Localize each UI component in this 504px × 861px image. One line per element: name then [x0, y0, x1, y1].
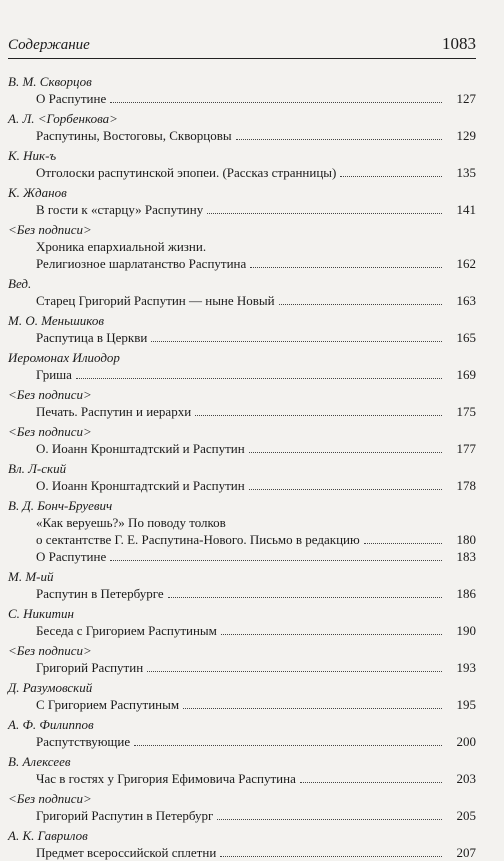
toc-page-number: 175	[456, 404, 476, 419]
toc-author: К. Ник-ъ	[8, 148, 57, 163]
header-rule	[8, 58, 476, 59]
toc-title: О. Иоанн Кронштадтский и Распутин	[36, 478, 245, 493]
toc-page-number: 178	[456, 478, 476, 493]
toc-page-number: 193	[456, 660, 476, 675]
toc-title: О. Иоанн Кронштадтский и Распутин	[36, 441, 245, 456]
toc-title: Отголоски распутинской эпопеи. (Рассказ странницы)	[36, 165, 337, 180]
toc-author: <Без подписи>	[8, 643, 92, 658]
toc-page-number: 186	[456, 586, 476, 601]
toc-page-number: 127	[456, 91, 476, 106]
toc-entry	[8, 349, 476, 383]
toc-author: А. К. Гаврилов	[8, 828, 88, 843]
toc-author: В. Алексеев	[8, 754, 71, 769]
toc-line[interactable]	[8, 477, 476, 494]
toc-page-number: 180	[456, 532, 476, 547]
toc-author: М. О. Меньшиков	[8, 313, 105, 328]
dot-leader	[147, 670, 442, 672]
toc-page-number: 190	[456, 623, 476, 638]
toc-page-number: 195	[456, 697, 476, 712]
toc-entry	[8, 679, 476, 713]
toc-entry	[8, 753, 476, 787]
toc-line[interactable]	[8, 696, 476, 713]
toc-entry	[8, 423, 476, 457]
dot-leader	[220, 855, 442, 857]
dot-leader	[76, 377, 442, 379]
dot-leader	[168, 596, 442, 598]
table-of-contents	[8, 73, 476, 861]
toc-line[interactable]	[8, 733, 476, 750]
toc-line[interactable]	[8, 127, 476, 144]
dot-leader	[300, 781, 442, 783]
toc-title: «Как веруешь?» По поводу толков	[36, 515, 226, 530]
toc-line[interactable]	[8, 844, 476, 861]
toc-author: Вл. Л-ский	[8, 461, 67, 476]
toc-line[interactable]	[8, 770, 476, 787]
toc-author: В. М. Скворцов	[8, 74, 92, 89]
toc-page-number: 203	[456, 771, 476, 786]
toc-page-number: 135	[456, 165, 476, 180]
toc-entry	[8, 184, 476, 218]
toc-line[interactable]	[8, 548, 476, 565]
toc-author: А. Ф. Филиппов	[8, 717, 94, 732]
toc-title: Хроника епархиальной жизни.	[36, 239, 207, 254]
toc-line[interactable]	[8, 440, 476, 457]
toc-title: В гости к «старцу» Распутину	[36, 202, 204, 217]
toc-title: С Григорием Распутиным	[36, 697, 180, 712]
toc-line[interactable]	[8, 807, 476, 824]
dot-leader	[249, 488, 442, 490]
dot-leader	[195, 414, 442, 416]
toc-title: Предмет всероссийской сплетни	[36, 845, 217, 860]
toc-entry	[8, 642, 476, 676]
toc-title: Час в гостях у Григория Ефимовича Распутина	[36, 771, 296, 786]
dot-leader	[236, 138, 442, 140]
toc-author: <Без подписи>	[8, 424, 92, 439]
toc-entry	[8, 497, 476, 565]
toc-author: <Без подписи>	[8, 222, 92, 237]
toc-page-number: 200	[456, 734, 476, 749]
toc-author: С. Никитин	[8, 606, 74, 621]
toc-author: Иеромонах Илиодор	[8, 350, 120, 365]
toc-title: Распутица в Церкви	[36, 330, 148, 345]
toc-title: О Распутине	[36, 91, 107, 106]
toc-entry	[8, 460, 476, 494]
toc-page-number: 177	[456, 441, 476, 456]
dot-leader	[110, 101, 442, 103]
dot-leader	[151, 340, 442, 342]
section-title: Содержание	[8, 37, 90, 53]
toc-line[interactable]	[8, 585, 476, 602]
toc-author: Д. Разумовский	[8, 680, 93, 695]
toc-title: Гриша	[36, 367, 72, 382]
toc-entry	[8, 275, 476, 309]
toc-author: А. Л. <Горбенкова>	[8, 111, 118, 126]
toc-title: Григорий Распутин	[36, 660, 144, 675]
toc-page-number: 205	[456, 808, 476, 823]
toc-entry	[8, 221, 476, 272]
toc-entry	[8, 568, 476, 602]
dot-leader	[134, 744, 442, 746]
toc-line[interactable]	[8, 659, 476, 676]
toc-line[interactable]	[8, 531, 476, 548]
dot-leader	[217, 818, 442, 820]
dot-leader	[110, 559, 442, 561]
toc-author: М. М-ий	[8, 569, 54, 584]
toc-entry	[8, 790, 476, 824]
toc-line[interactable]	[8, 292, 476, 309]
toc-line[interactable]	[8, 238, 476, 255]
toc-title: Религиозное шарлатанство Распутина	[36, 256, 247, 271]
dot-leader	[340, 175, 442, 177]
toc-title: Распутствующие	[36, 734, 131, 749]
toc-author: В. Д. Бонч-Бруевич	[8, 498, 113, 513]
toc-author: К. Жданов	[8, 185, 67, 200]
dot-leader	[279, 303, 442, 305]
toc-page-number: 207	[456, 845, 476, 860]
toc-title: Печать. Распутин и иерархи	[36, 404, 192, 419]
toc-entry	[8, 716, 476, 750]
toc-line[interactable]	[8, 164, 476, 181]
toc-page-number: 183	[456, 549, 476, 564]
toc-line[interactable]	[8, 329, 476, 346]
dot-leader	[183, 707, 442, 709]
toc-title: Старец Григорий Распутин — ныне Новый	[36, 293, 275, 308]
toc-title: Беседа с Григорием Распутиным	[36, 623, 217, 638]
dot-leader	[249, 451, 442, 453]
toc-page-number: 129	[456, 128, 476, 143]
toc-line[interactable]	[8, 403, 476, 420]
toc-line[interactable]	[8, 255, 476, 272]
toc-page-number: 165	[456, 330, 476, 345]
toc-page-number: 163	[456, 293, 476, 308]
toc-title: Распутины, Востоговы, Скворцовы	[36, 128, 232, 143]
toc-title: О Распутине	[36, 549, 107, 564]
page-number: 1083	[442, 34, 476, 53]
toc-author: Вед.	[8, 276, 32, 291]
toc-entry	[8, 110, 476, 144]
toc-page-number: 169	[456, 367, 476, 382]
toc-line[interactable]	[8, 622, 476, 639]
page-header	[8, 34, 476, 54]
toc-entry	[8, 147, 476, 181]
toc-entry	[8, 312, 476, 346]
toc-title: Григорий Распутин в Петербург	[36, 808, 214, 823]
toc-page-number: 162	[456, 256, 476, 271]
dot-leader	[364, 542, 442, 544]
toc-line[interactable]	[8, 201, 476, 218]
toc-line[interactable]	[8, 366, 476, 383]
toc-entry	[8, 605, 476, 639]
toc-entry	[8, 827, 476, 861]
toc-author: <Без подписи>	[8, 387, 92, 402]
toc-line[interactable]	[8, 514, 476, 531]
dot-leader	[250, 266, 442, 268]
toc-line[interactable]	[8, 90, 476, 107]
toc-entry	[8, 73, 476, 107]
dot-leader	[207, 212, 442, 214]
toc-author: <Без подписи>	[8, 791, 92, 806]
dot-leader	[221, 633, 442, 635]
toc-entry	[8, 386, 476, 420]
toc-title: о сектантстве Г. Е. Распутина-Нового. Письмо в редакцию	[36, 532, 360, 547]
toc-page-number: 141	[456, 202, 476, 217]
toc-title: Распутин в Петербурге	[36, 586, 164, 601]
